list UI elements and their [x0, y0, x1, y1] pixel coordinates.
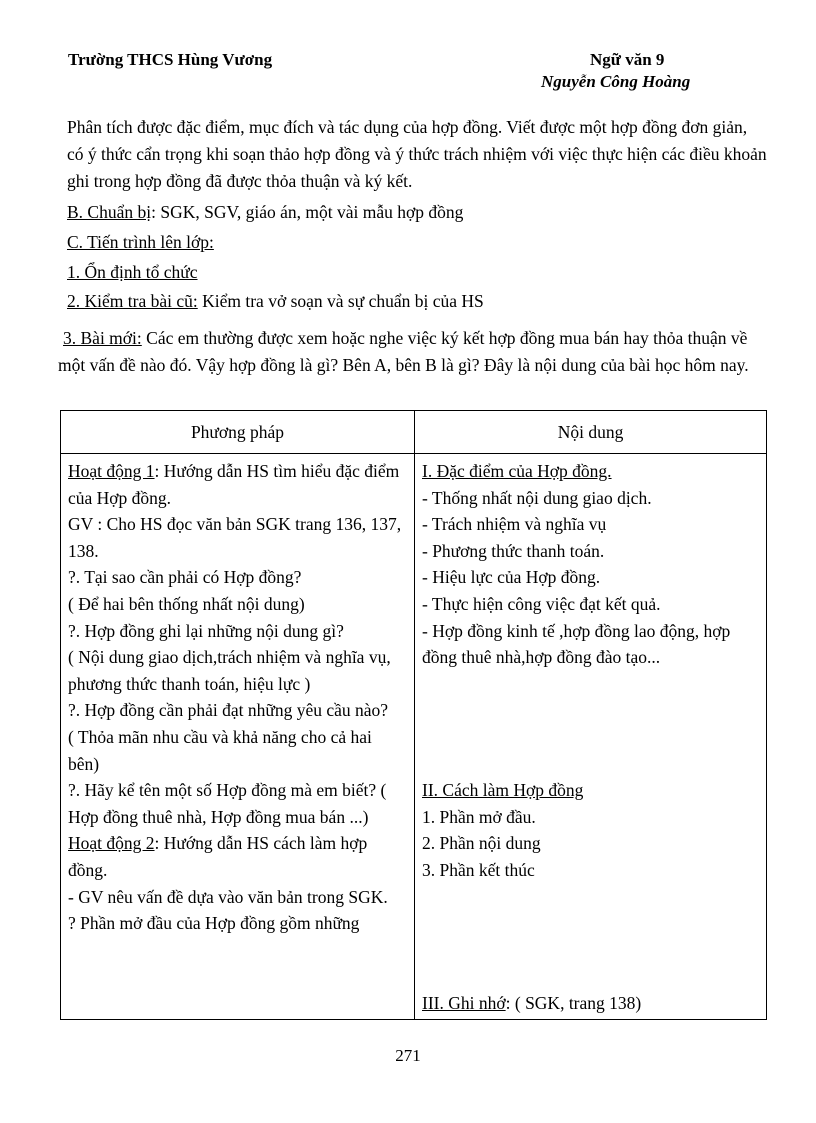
lesson-objective-paragraph: Phân tích được đặc điểm, mục đích và tác dụng của hợp đồng. Viết được một hợp đồng đơn giản, có ý thức cẩn trọng khi soạn thảo hợp đồng và ý thức trách nhiệm với việc thực hiện các điều khoản ghi trong hợp đồng đã được thỏa thuận và ký kết.	[67, 117, 767, 191]
content-item: 1. Phần mở đầu.	[422, 806, 536, 827]
activity-1-text: : Hướng dẫn HS tìm hiểu đặc điểm của Hợp đồng.	[68, 461, 400, 508]
activity-1	[68, 458, 407, 511]
content-item: 3. Phần kết thúc	[422, 859, 535, 880]
content-item: 2. Phần nội dung	[422, 833, 541, 854]
preparation-text: : SGK, SGV, giáo án, một vài mẫu hợp đồng	[151, 202, 464, 222]
method-line: ?. Hợp đồng ghi lại những nội dung gì?	[68, 620, 344, 641]
method-line: ( Thỏa mãn nhu cầu và khả năng cho cả hai bên)	[68, 726, 372, 774]
new-lesson-paragraph	[58, 325, 770, 378]
activity-1-label: Hoạt động 1	[68, 461, 155, 481]
table-header-row	[61, 411, 767, 454]
preparation-label: B. Chuẩn bị	[67, 202, 152, 222]
content-item: - Phương thức thanh toán.	[422, 540, 605, 561]
method-line: ?. Hãy kể tên một số Hợp đồng mà em biết? ( Hợp đồng thuê nhà, Hợp đồng mua bán ...)	[68, 780, 387, 827]
section-2-title: II. Cách làm Hợp đồng	[422, 780, 584, 801]
preparation-line	[67, 202, 463, 223]
table-row	[61, 454, 767, 1020]
method-line: ( Để hai bên thống nhất nội dung)	[68, 593, 305, 614]
method-line: - GV nêu vấn đề dựa vào văn bản trong SGK.	[68, 886, 388, 907]
content-item: - Trách nhiệm và nghĩa vụ	[422, 514, 607, 535]
content-item: - Hợp đồng kinh tế ,hợp đồng lao động, hợp đồng thuê nhà,hợp đồng đào tạo...	[422, 620, 731, 668]
content-item: - Thống nhất nội dung giao dịch.	[422, 487, 652, 508]
lesson-table	[60, 410, 767, 1020]
subject-name: Ngữ văn 9	[590, 50, 665, 69]
step-2-text: Kiểm tra vở soạn và sự chuẩn bị của HS	[197, 291, 484, 311]
content-column-header: Nội dung	[415, 411, 767, 454]
activity-2-label: Hoạt động 2	[68, 833, 155, 854]
activity-2	[68, 830, 407, 883]
section-1-title: I. Đặc điểm của Hợp đồng.	[422, 461, 612, 481]
step-1-label: 1. Ổn định tổ chức	[67, 262, 198, 282]
step-3-label: 3. Bài mới:	[63, 328, 142, 348]
step-2-label: 2. Kiểm tra bài cũ:	[67, 291, 198, 311]
activity-2-text: : Hướng dẫn HS cách làm hợp đồng.	[68, 833, 368, 880]
method-column-header: Phương pháp	[61, 411, 415, 454]
school-name: Trường THCS Hùng Vương	[68, 50, 273, 69]
section-3-text: : ( SGK, trang 138)	[505, 992, 642, 1013]
step-2-line	[67, 291, 484, 312]
method-line: ? Phần mở đầu của Hợp đồng gồm những	[68, 913, 360, 934]
method-line: GV : Cho HS đọc văn bản SGK trang 136, 137, 138.	[68, 514, 402, 561]
content-item: - Hiệu lực của Hợp đồng.	[422, 567, 601, 588]
method-cell	[61, 454, 415, 1020]
procedure-label: C. Tiến trình lên lớp:	[67, 232, 214, 252]
method-line: ( Nội dung giao dịch,trách nhiệm và nghĩa vụ, phương thức thanh toán, hiệu lực )	[68, 647, 391, 694]
section-3-label: III. Ghi nhớ	[422, 992, 506, 1013]
method-line: ?. Tại sao cần phải có Hợp đồng?	[68, 567, 302, 588]
section-3	[422, 990, 759, 1017]
content-item: - Thực hiện công việc đạt kết quả.	[422, 593, 661, 614]
step-1-line	[67, 262, 198, 283]
content-cell	[415, 454, 767, 1020]
method-line: ?. Hợp đồng cần phải đạt những yêu cầu nào?	[68, 700, 389, 721]
page-number: 271	[395, 1046, 421, 1065]
step-3-text: Các em thường được xem hoặc nghe việc ký kết hợp đồng mua bán hay thỏa thuận về một vấn đề nào đó. Vậy hợp đồng là gì? Bên A, bên B là gì? Đây là nội dung của bài học hôm nay.	[58, 328, 749, 375]
lesson-procedure-heading	[67, 232, 214, 253]
author-name: Nguyễn Công Hoàng	[541, 72, 691, 91]
